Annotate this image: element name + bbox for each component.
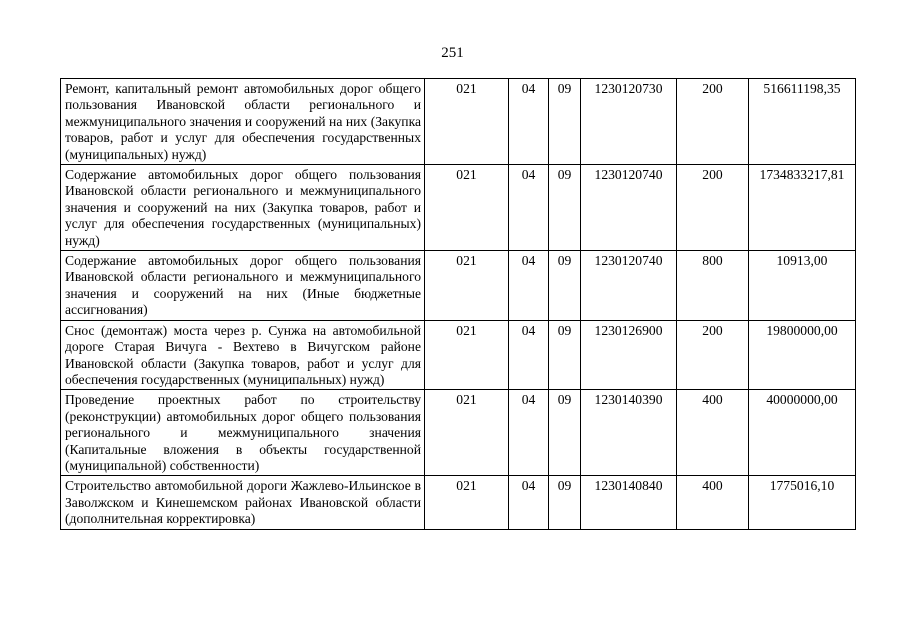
ministry-code-cell: 021 [425, 79, 509, 165]
expense-type-cell: 200 [677, 79, 749, 165]
section-code-cell: 04 [509, 476, 549, 529]
subsection-code-cell: 09 [549, 320, 581, 390]
amount-cell: 40000000,00 [749, 390, 856, 476]
expense-name-cell: Ремонт, капитальный ремонт автомобильных дорог общего пользования Ивановской области регионального и межмуниципального значения и сооружений на них (Закупка товаров, работ и услуг для обеспечения государственных (муниципальных) нужд) [61, 79, 425, 165]
expense-type-cell: 400 [677, 390, 749, 476]
expense-name-cell: Проведение проектных работ по строительству (реконструкции) автомобильных дорог общего пользования регионального и межмуниципального значения (Капитальные вложения в объекты государственной (муниципальной) собственности) [61, 390, 425, 476]
expense-name-cell: Содержание автомобильных дорог общего пользования Ивановской области регионального и межмуниципального значения и сооружений на них (Закупка товаров, работ и услуг для обеспечения государственных (муниципальных) нужд) [61, 165, 425, 251]
target-article-cell: 1230120730 [581, 79, 677, 165]
ministry-code-cell: 021 [425, 320, 509, 390]
section-code-cell: 04 [509, 79, 549, 165]
target-article-cell: 1230140390 [581, 390, 677, 476]
subsection-code-cell: 09 [549, 165, 581, 251]
section-code-cell: 04 [509, 320, 549, 390]
ministry-code-cell: 021 [425, 476, 509, 529]
ministry-code-cell: 021 [425, 251, 509, 321]
expense-name-cell: Строительство автомобильной дороги Жажлево-Ильинское в Заволжском и Кинешемском районах Ивановской области (дополнительная корректировка) [61, 476, 425, 529]
amount-cell: 10913,00 [749, 251, 856, 321]
expense-type-cell: 800 [677, 251, 749, 321]
subsection-code-cell: 09 [549, 79, 581, 165]
table-row [61, 390, 856, 476]
subsection-code-cell: 09 [549, 476, 581, 529]
target-article-cell: 1230120740 [581, 251, 677, 321]
target-article-cell: 1230120740 [581, 165, 677, 251]
amount-cell: 516611198,35 [749, 79, 856, 165]
subsection-code-cell: 09 [549, 251, 581, 321]
expense-type-cell: 200 [677, 320, 749, 390]
page-number: 251 [441, 45, 464, 61]
expense-type-cell: 200 [677, 165, 749, 251]
subsection-code-cell: 09 [549, 390, 581, 476]
target-article-cell: 1230140840 [581, 476, 677, 529]
expense-name-cell: Снос (демонтаж) моста через р. Сунжа на автомобильной дороге Старая Вичуга - Вехтево в Вичугском районе Ивановской области (Закупка товаров, работ и услуг для обеспечения государственных (муниципальных) нужд) [61, 320, 425, 390]
ministry-code-cell: 021 [425, 390, 509, 476]
table-row [61, 476, 856, 529]
section-code-cell: 04 [509, 165, 549, 251]
section-code-cell: 04 [509, 390, 549, 476]
ministry-code-cell: 021 [425, 165, 509, 251]
amount-cell: 19800000,00 [749, 320, 856, 390]
amount-cell: 1734833217,81 [749, 165, 856, 251]
amount-cell: 1775016,10 [749, 476, 856, 529]
table-row [61, 79, 856, 165]
expense-name-cell: Содержание автомобильных дорог общего пользования Ивановской области регионального и межмуниципального значения и сооружений на них (Иные бюджетные ассигнования) [61, 251, 425, 321]
expense-type-cell: 400 [677, 476, 749, 529]
table-row [61, 165, 856, 251]
budget-table-body [61, 79, 856, 530]
budget-table [60, 78, 856, 530]
section-code-cell: 04 [509, 251, 549, 321]
target-article-cell: 1230126900 [581, 320, 677, 390]
table-row [61, 251, 856, 321]
table-row [61, 320, 856, 390]
